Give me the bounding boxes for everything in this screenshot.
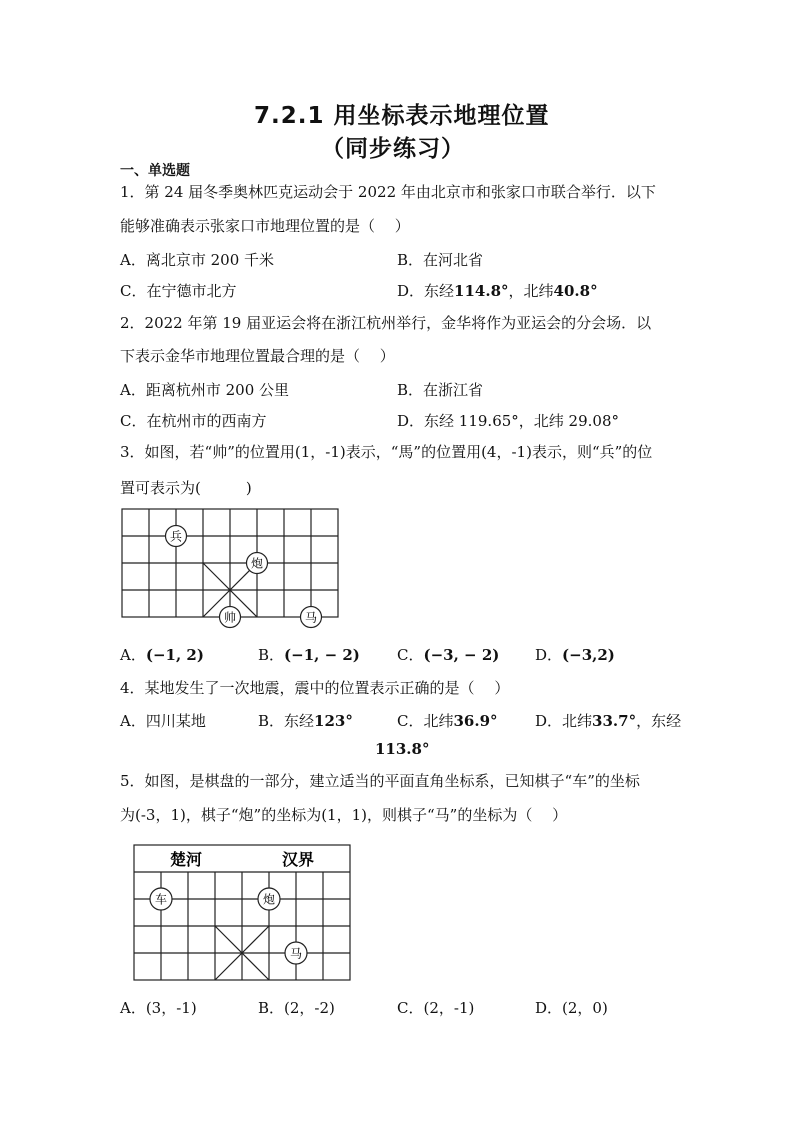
piece-pao <box>247 553 268 574</box>
q3-d-label: D． <box>535 646 563 664</box>
svg-text:车: 车 <box>154 892 168 907</box>
q4-b-prefix: B．东经 <box>258 712 315 730</box>
q5-option-c[interactable]: C．(2，-1) <box>397 999 475 1017</box>
q4-option-c[interactable] <box>397 710 498 731</box>
piece-che <box>150 888 172 910</box>
q5-chess-board <box>132 843 354 983</box>
q3-a-label: A． <box>120 646 146 664</box>
q1-d-longitude: 114.8° <box>454 282 509 300</box>
river-right-label: 汉界 <box>282 850 315 869</box>
q3-a-value: (−1, 2) <box>145 646 204 664</box>
q1-stem-line2: 能够准确表示张家口市地理位置的是（ ） <box>120 217 410 235</box>
page-title: 7.2.1 用坐标表示地理位置 <box>254 103 550 129</box>
q2-option-b[interactable]: B．在浙江省 <box>397 381 484 399</box>
q3-option-b[interactable] <box>258 644 360 665</box>
q1-d-prefix: D．东经 <box>397 282 455 300</box>
q3-stem-line2: 置可表示为( ) <box>120 479 252 497</box>
q2-option-d[interactable]: D．东经 119.65°，北纬 29.08° <box>397 412 619 430</box>
q5-option-d[interactable]: D．(2，0) <box>535 999 608 1017</box>
river-left-label: 楚河 <box>170 850 203 869</box>
q3-b-value: (−1, − 2) <box>284 646 360 664</box>
q4-d-value1: 33.7° <box>592 712 637 730</box>
q3-d-value: (−3,2) <box>562 646 615 664</box>
q2-option-a[interactable]: A．距离杭州市 200 公里 <box>120 381 289 399</box>
piece-ma <box>301 607 322 628</box>
q1-option-d[interactable] <box>397 280 598 301</box>
q4-b-value: 123° <box>314 712 353 730</box>
q4-d-value2: 113.8° <box>375 740 430 758</box>
q1-option-c[interactable]: C．在宁德市北方 <box>120 282 237 300</box>
q4-stem-line1: 4．某地发生了一次地震，震中的位置表示正确的是（ ） <box>120 679 510 697</box>
piece-pao <box>258 888 280 910</box>
q2-stem-line1: 2．2022 年第 19 届亚运会将在浙江杭州举行，金华将作为亚运会的分会场．以 <box>120 314 652 332</box>
section-heading: 一、单选题 <box>120 163 190 179</box>
q1-option-a[interactable]: A．离北京市 200 千米 <box>120 251 274 269</box>
q3-chess-board <box>118 505 344 629</box>
svg-text:马: 马 <box>289 946 303 961</box>
q1-stem-line1: 1．第 24 届冬季奥林匹克运动会于 2022 年由北京市和张家口市联合举行．以下 <box>120 183 656 201</box>
q3-option-a[interactable] <box>120 644 204 665</box>
q1-d-mid: ，北纬 <box>508 282 554 300</box>
q3-c-value: (−3, − 2) <box>423 646 500 664</box>
q4-d-prefix: D．北纬 <box>535 712 593 730</box>
q5-option-a[interactable]: A．(3，-1) <box>120 999 197 1017</box>
q3-c-label: C． <box>397 646 424 664</box>
q5-stem-line2: 为(-3，1)，棋子“炮”的坐标为(1，1)，则棋子“马”的坐标为（ ） <box>120 806 568 824</box>
page-subtitle: （同步练习） <box>321 136 465 162</box>
svg-text:马: 马 <box>304 610 318 625</box>
q4-c-value: 36.9° <box>453 712 498 730</box>
q4-option-d[interactable] <box>535 710 681 731</box>
q5-option-b[interactable]: B．(2，-2) <box>258 999 335 1017</box>
piece-ma <box>285 942 307 964</box>
q3-b-label: B． <box>258 646 285 664</box>
piece-bing <box>166 526 187 547</box>
q4-d-mid: ，东经 <box>636 712 682 730</box>
q4-c-prefix: C．北纬 <box>397 712 454 730</box>
q3-stem-line1: 3．如图，若“帅”的位置用(1，-1)表示，“馬”的位置用(4，-1)表示，则“兵”的位 <box>120 443 653 461</box>
q5-stem-line1: 5．如图，是棋盘的一部分，建立适当的平面直角坐标系，已知棋子“车”的坐标 <box>120 772 640 790</box>
q3-option-d[interactable] <box>535 644 615 665</box>
q1-option-b[interactable]: B．在河北省 <box>397 251 484 269</box>
q4-option-b[interactable] <box>258 710 353 731</box>
piece-shuai <box>220 607 241 628</box>
q1-d-latitude: 40.8° <box>553 282 598 300</box>
svg-text:帅: 帅 <box>223 610 237 625</box>
svg-text:炮: 炮 <box>250 556 264 571</box>
q4-option-a[interactable]: A．四川某地 <box>120 712 206 730</box>
q2-stem-line2: 下表示金华市地理位置最合理的是（ ） <box>120 347 395 365</box>
svg-text:兵: 兵 <box>169 529 183 544</box>
svg-text:炮: 炮 <box>262 892 276 907</box>
q2-option-c[interactable]: C．在杭州市的西南方 <box>120 412 267 430</box>
q3-option-c[interactable] <box>397 644 499 665</box>
